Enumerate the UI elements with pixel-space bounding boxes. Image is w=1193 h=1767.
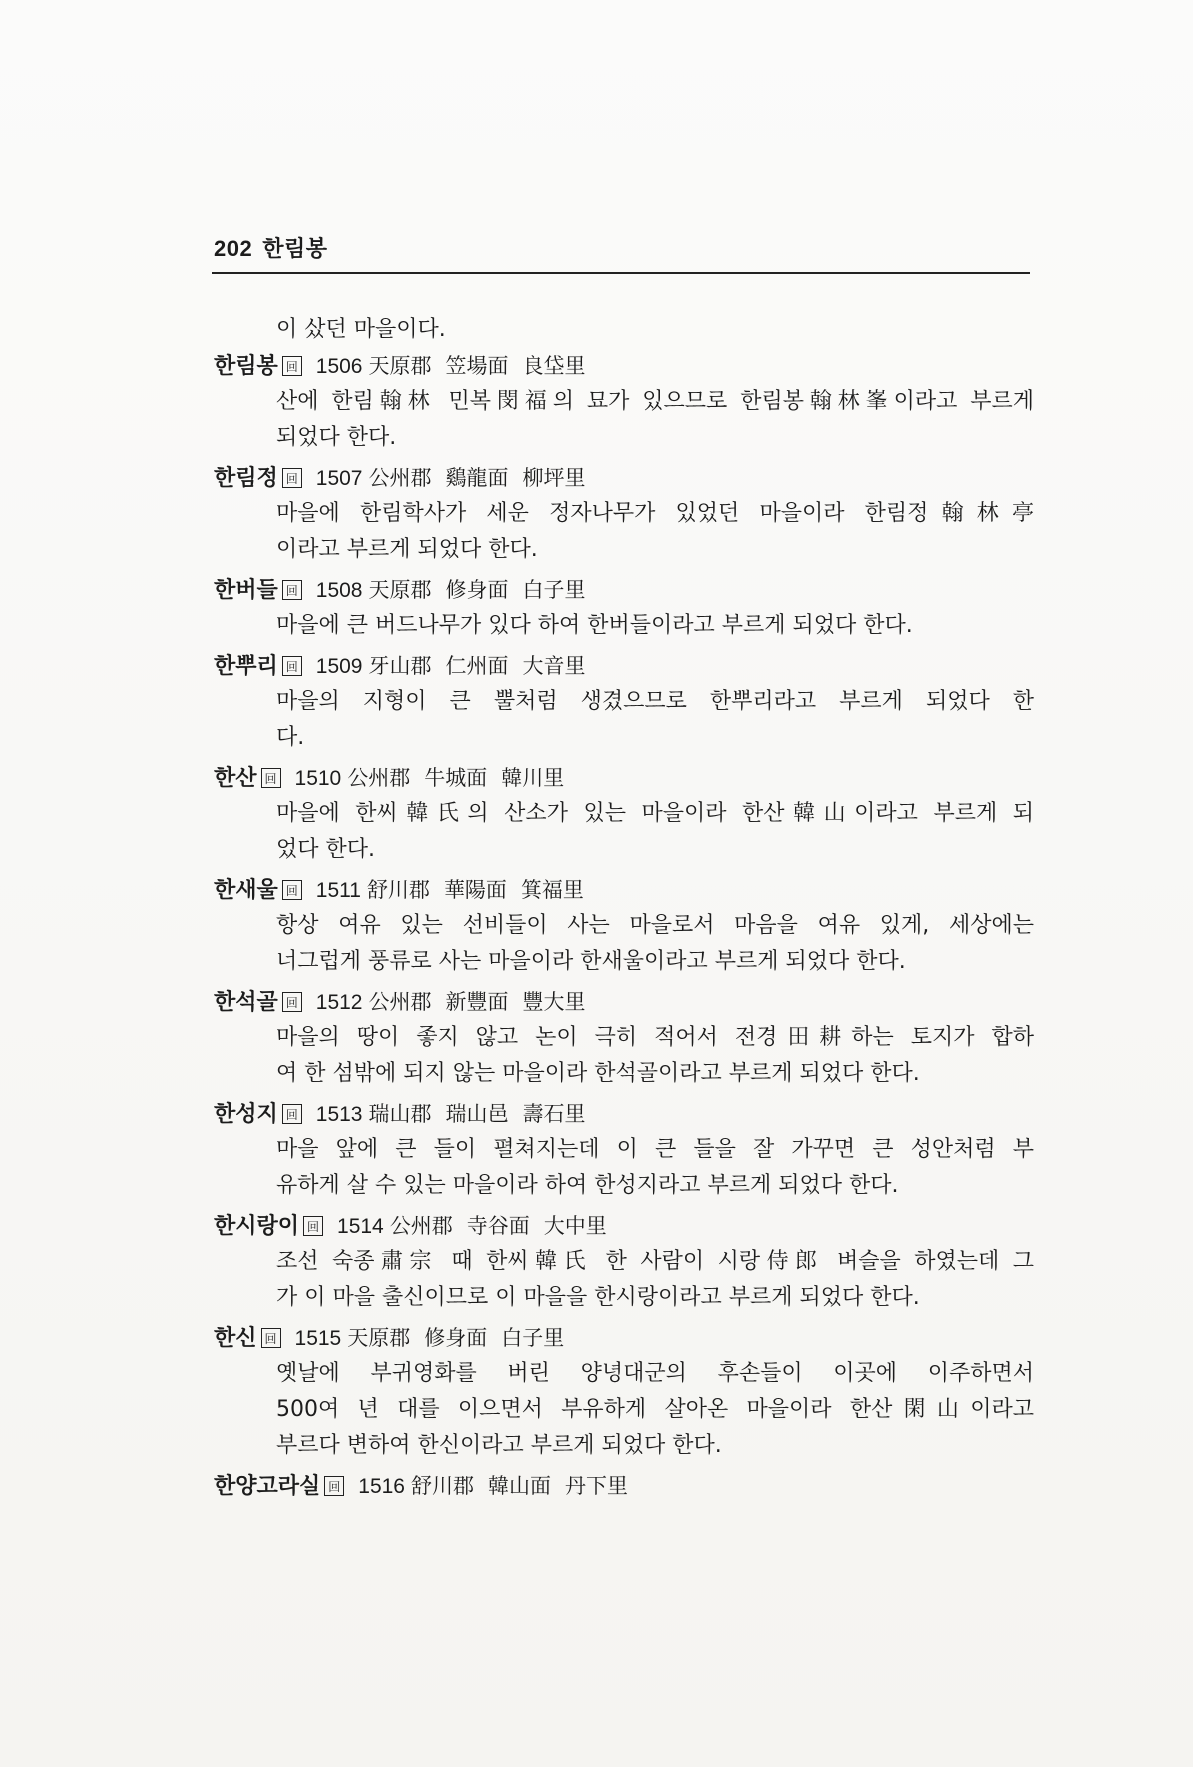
entry-heading: [214, 1208, 1034, 1244]
description-text: 부르다 변하여 한신이라고 부르게 되었다 한다.: [276, 1433, 722, 1458]
entry-number: 1513: [315, 1103, 363, 1126]
entry-number: 1514: [337, 1215, 384, 1238]
description-text: 마을에 큰 버드나무가 있다 하여 한버들이라고 부르게 되었다 한다.: [276, 613, 913, 638]
address-county: 天原郡: [368, 578, 432, 602]
address-county: 公州郡: [347, 766, 411, 790]
entry-heading: [214, 460, 1034, 496]
description-text: 항상 여유 있는 선비들이 사는 마을로서 마음을 여유 있게, 세상에는: [276, 913, 1034, 938]
description-text: 되었다 한다.: [276, 425, 397, 450]
address-village: 白子里: [501, 1326, 565, 1350]
entry-description-line: [214, 1020, 1034, 1056]
entry-number: 1512: [315, 991, 363, 1014]
entry-description-line: [214, 1056, 1034, 1092]
entry-heading: [214, 1320, 1034, 1356]
entry-heading: [214, 572, 1034, 608]
description-text: 마을에 한림학사가 세운 정자나무가 있었던 마을이라 한림정翰林亭: [276, 501, 1034, 526]
entry-heading: [214, 348, 1034, 384]
description-text: 옛날에 부귀영화를 버린 양녕대군의 후손들이 이곳에 이주하면서: [276, 1361, 1034, 1386]
description-text: 조선 숙종肅宗 때 한씨韓氏 한 사람이 시랑侍郎 벼슬을 하였는데 그: [276, 1249, 1034, 1274]
page-number: 202: [214, 236, 253, 261]
address-county: 舒川郡: [366, 878, 430, 902]
description-text: 유하게 살 수 있는 마을이라 하여 한성지라고 부르게 되었다 한다.: [276, 1173, 899, 1198]
entry-description-line: [214, 420, 1034, 456]
address-village: 丹下里: [564, 1474, 628, 1498]
entry-description-line: [214, 908, 1034, 944]
entry-heading: [214, 1468, 1034, 1504]
entry-description-line: [214, 944, 1034, 980]
address-county: 牙山郡: [368, 654, 432, 678]
address-township: 牛城面: [424, 766, 488, 790]
address-village: 大中里: [543, 1214, 607, 1238]
address-township: 修身面: [445, 578, 509, 602]
entry-address: [368, 654, 599, 678]
continuation-text: 이 샀던 마을이다.: [276, 317, 446, 342]
entry-address: [368, 990, 599, 1014]
description-text: 500여 년 대를 이으면서 부유하게 살아온 마을이라 한산閑山이라고: [276, 1397, 1034, 1422]
description-text: 마을의 지형이 큰 뿔처럼 생겼으므로 한뿌리라고 부르게 되었다 한: [276, 689, 1034, 714]
address-village: 大音里: [522, 654, 586, 678]
address-township: 笠場面: [445, 354, 509, 378]
description-text: 마을의 땅이 좋지 않고 논이 극히 적어서 전경田耕하는 토지가 합하: [276, 1025, 1034, 1050]
address-township: 仁州面: [445, 654, 509, 678]
entry-description-line: [214, 1280, 1034, 1316]
description-text: 마을에 한씨韓氏의 산소가 있는 마을이라 한산韓山이라고 부르게 되: [276, 801, 1034, 826]
entry-heading: [214, 1096, 1034, 1132]
entry-name: 한버들: [214, 578, 278, 603]
village-mark-icon: 回: [282, 468, 302, 488]
description-text: 다.: [276, 725, 305, 750]
entry-name: 한석골: [214, 990, 278, 1015]
entry-address: [368, 1102, 599, 1126]
address-township: 華陽面: [443, 878, 507, 902]
description-text: 너그럽게 풍류로 사는 마을이라 한새울이라고 부르게 되었다 한다.: [276, 949, 906, 974]
address-village: 白子里: [522, 578, 586, 602]
entry-address: [368, 466, 599, 490]
entry-description-line: [214, 1244, 1034, 1280]
entry-spacer: [214, 1504, 1034, 1508]
entry-list: [214, 312, 1034, 1508]
entry-address: [347, 766, 578, 790]
address-county: 公州郡: [368, 466, 432, 490]
entry-description-line: [214, 1356, 1034, 1392]
entry-address: [367, 878, 598, 902]
entry-description-line: [214, 608, 1034, 644]
entry-heading: [214, 872, 1034, 908]
address-county: 公州郡: [389, 1214, 453, 1238]
description-text: 여 한 섬밖에 되지 않는 마을이라 한석골이라고 부르게 되었다 한다.: [276, 1061, 920, 1086]
entry-description-line: [214, 384, 1034, 420]
description-text: 이라고 부르게 되었다 한다.: [276, 537, 538, 562]
entry-description-line: [214, 1428, 1034, 1464]
village-mark-icon: 回: [261, 1328, 281, 1348]
entry-heading: [214, 648, 1034, 684]
entry-description-line: [214, 684, 1034, 720]
address-county: 天原郡: [368, 354, 432, 378]
entry-name: 한림정: [214, 466, 278, 491]
description-text: 가 이 마을 출신이므로 이 마을을 한시랑이라고 부르게 되었다 한다.: [276, 1285, 920, 1310]
address-township: 鷄龍面: [445, 466, 509, 490]
address-village: 韓川里: [501, 766, 565, 790]
running-title: 한림봉: [262, 236, 328, 261]
entry-name: 한림봉: [214, 354, 278, 379]
address-county: 舒川郡: [410, 1474, 474, 1498]
entry-number: 1509: [315, 655, 363, 678]
address-village: 豐大里: [522, 990, 586, 1014]
description-text: 산에 한림翰林 민복閔福의 묘가 있으므로 한림봉翰林峯이라고 부르게: [276, 389, 1034, 414]
entry-heading: [214, 984, 1034, 1020]
address-township: 韓山面: [487, 1474, 551, 1498]
address-township: 瑞山邑: [445, 1102, 509, 1126]
entry-address: [368, 354, 599, 378]
village-mark-icon: 回: [282, 880, 302, 900]
address-township: 新豐面: [445, 990, 509, 1014]
description-text: 마을 앞에 큰 들이 펼쳐지는데 이 큰 들을 잘 가꾸면 큰 성안처럼 부: [276, 1137, 1034, 1162]
village-mark-icon: 回: [282, 1104, 302, 1124]
address-village: 良垈里: [522, 354, 586, 378]
address-county: 天原郡: [347, 1326, 411, 1350]
entry-name: 한새울: [214, 878, 278, 903]
entry-number: 1507: [315, 467, 363, 490]
entry-name: 한뿌리: [214, 654, 278, 679]
village-mark-icon: 回: [282, 656, 302, 676]
entry-description-line: [214, 1168, 1034, 1204]
entry-address: [390, 1214, 621, 1238]
address-township: 修身面: [424, 1326, 488, 1350]
entry-description-line: [214, 532, 1034, 568]
entry-name: 한신: [214, 1326, 257, 1351]
entry-address: [368, 578, 599, 602]
entry-name: 한산: [214, 766, 257, 791]
entry-name: 한시랑이: [214, 1214, 300, 1239]
entry-number: 1510: [294, 767, 342, 790]
entry-description-line: [214, 832, 1034, 868]
village-mark-icon: 回: [261, 768, 281, 788]
entry-description-line: [214, 796, 1034, 832]
entry-number: 1506: [315, 355, 363, 378]
entry-heading: [214, 760, 1034, 796]
village-mark-icon: 回: [324, 1476, 344, 1496]
entry-description-line: [214, 720, 1034, 756]
entry-description-line: [214, 1132, 1034, 1168]
village-mark-icon: 回: [282, 356, 302, 376]
address-county: 瑞山郡: [368, 1102, 432, 1126]
entry-name: 한양고라실: [214, 1474, 321, 1499]
entry-description-line: [214, 1392, 1034, 1428]
address-village: 箕福里: [520, 878, 584, 902]
entry-description-line: [214, 496, 1034, 532]
address-county: 公州郡: [368, 990, 432, 1014]
village-mark-icon: 回: [303, 1216, 323, 1236]
village-mark-icon: 回: [282, 580, 302, 600]
entry-number: 1511: [315, 879, 361, 902]
entry-address: [347, 1326, 578, 1350]
village-mark-icon: 回: [282, 992, 302, 1012]
entry-number: 1516: [358, 1475, 405, 1498]
entry-address: [411, 1474, 642, 1498]
entry-name: 한성지: [214, 1102, 278, 1127]
entry-number: 1515: [294, 1327, 342, 1350]
address-township: 寺谷面: [466, 1214, 530, 1238]
address-village: 壽石里: [522, 1102, 586, 1126]
header-rule: [212, 272, 1030, 274]
running-head: [214, 232, 327, 263]
entry-number: 1508: [315, 579, 363, 602]
description-text: 었다 한다.: [276, 837, 375, 862]
address-village: 柳坪里: [522, 466, 586, 490]
